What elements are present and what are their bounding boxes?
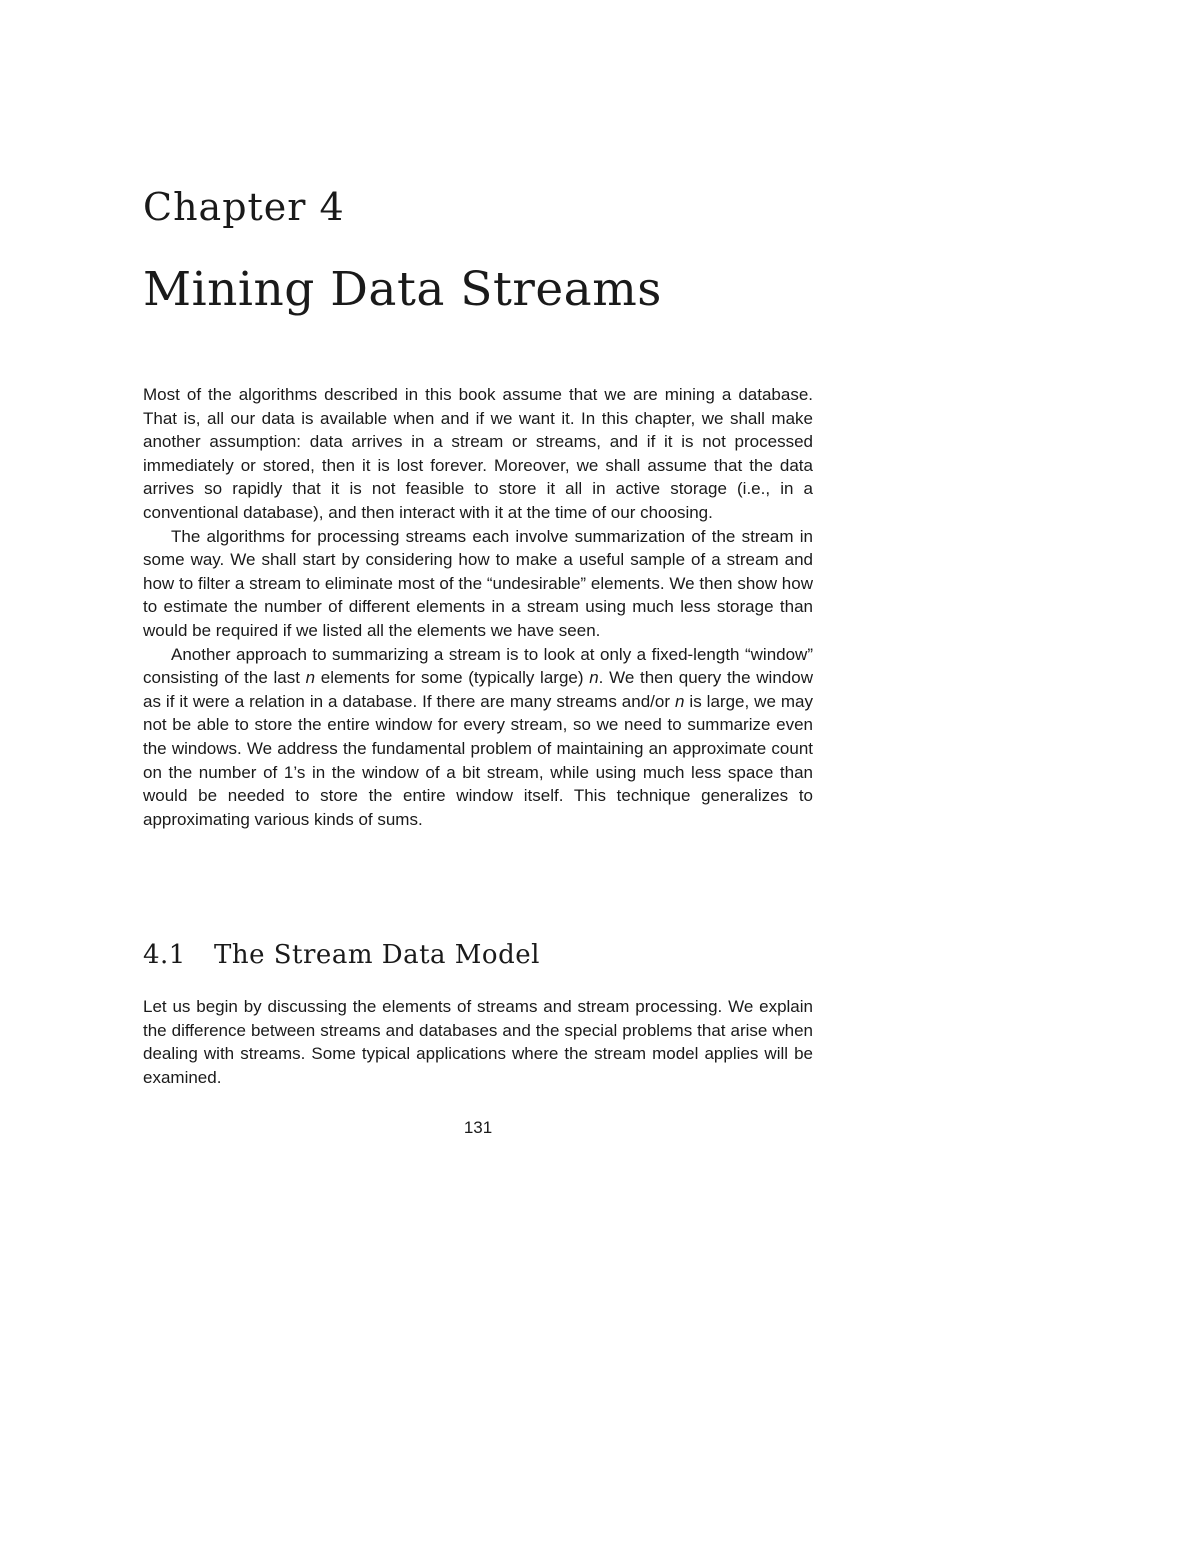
section-number: 4.1 (143, 940, 186, 970)
intro-text (143, 383, 813, 831)
intro-paragraph-3 (143, 643, 813, 832)
intro-paragraph-1: Most of the algorithms described in this book assume that we are mining a database. That is, all our data is available when and if we want it. In this chapter, we shall make another assumption: data arrives in a stream or streams, and if it is not processed immediately or stored, then it is lost forever. Moreover, we shall assume that the data arrives so rapidly that it is not feasible to store it all in active storage (i.e., in a conventional database), and then interact with it at the time of our choosing. (143, 385, 813, 522)
variable-n: n (305, 668, 316, 688)
section-text (143, 995, 813, 1089)
chapter-title: Mining Data Streams (143, 262, 662, 317)
p3-part-c: . We then query the window as if it were a relation in a database. If there are many streams and/or (143, 668, 813, 711)
chapter-label: Chapter 4 (143, 185, 345, 229)
variable-n: n (589, 668, 599, 688)
section-heading (143, 942, 540, 968)
variable-n: n (674, 691, 685, 711)
section-title: The Stream Data Model (214, 940, 540, 970)
p3-part-b: elements for some (typically large) (315, 668, 590, 688)
p3-part-d: is large, we may not be able to store the entire window for every stream, so we need to summarize even the windows. We address the fundamental problem of maintaining an approximate count on the number of 1’s in the window of a bit stream, while using much less space than would be needed to store the entire window itself. This technique generalizes to approximating various kinds of sums. (143, 691, 813, 829)
p3-part-a: Another approach to summarizing a stream is to look at only a fixed-length “window” consisting of the last (143, 644, 813, 688)
section-paragraph: Let us begin by discussing the elements of streams and stream processing. We explain the difference between streams and databases and the special problems that arise when dealing with streams. Some typical applications where the stream model applies will be examined. (143, 997, 813, 1087)
intro-paragraph-2: The algorithms for processing streams each involve summarization of the stream in some way. We shall start by considering how to make a useful sample of a stream and how to filter a stream to eliminate most of the “undesirable” elements. We then show how to estimate the number of different elements in a stream using much less storage than would be required if we listed all the elements we have seen. (143, 526, 813, 640)
page-number: 131 (463, 1118, 493, 1137)
